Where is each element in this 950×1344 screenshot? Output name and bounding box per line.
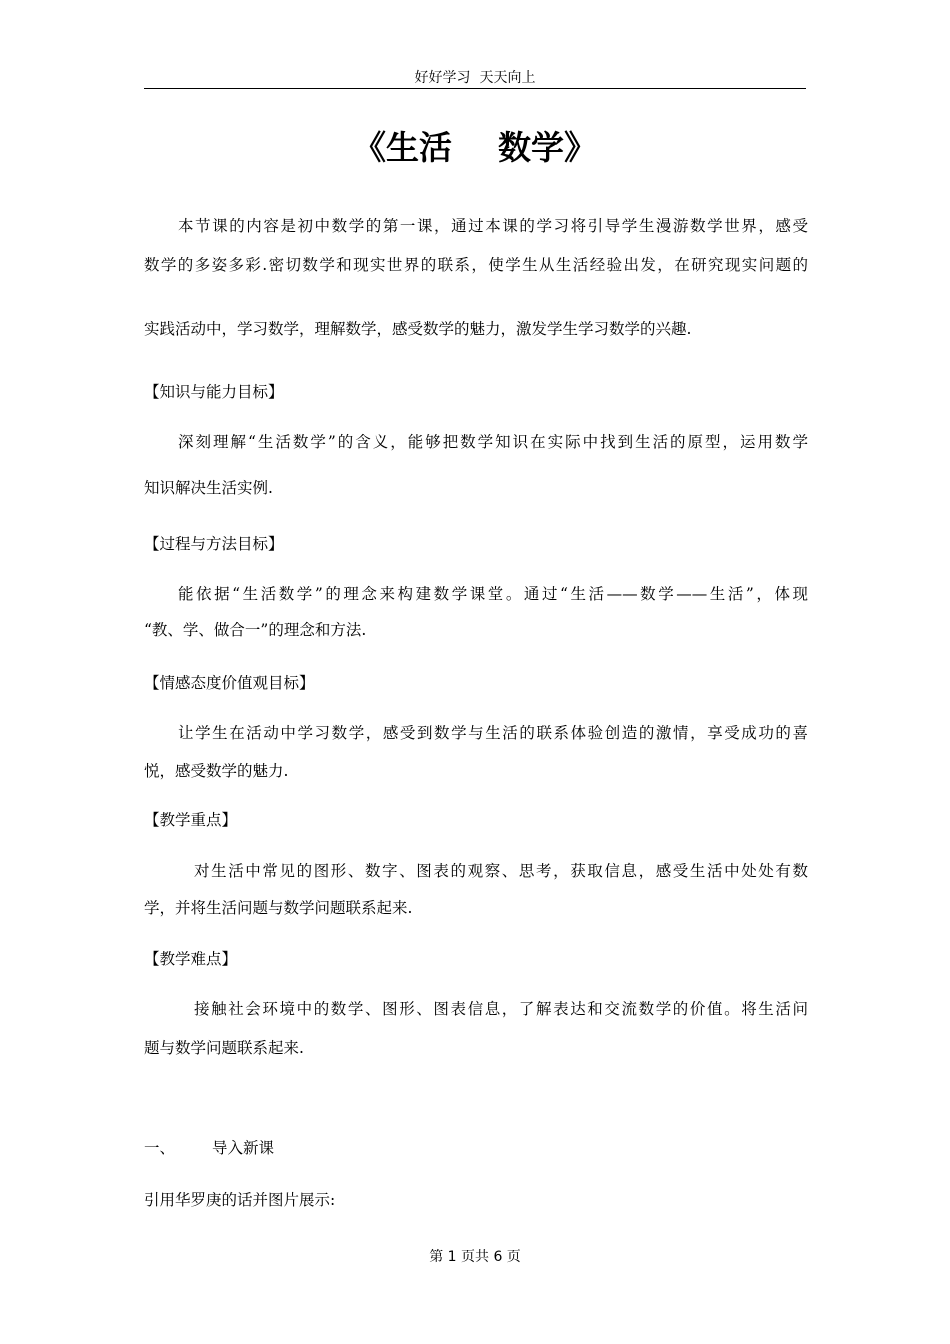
- closing-line: 引用华罗庚的话并图片展示:: [144, 1191, 336, 1209]
- section-heading-emotion: 【情感态度价值观目标】: [144, 674, 315, 692]
- document-title: 《生活 数学》: [353, 128, 597, 167]
- section-heading-difficulties: 【教学难点】: [144, 950, 238, 968]
- section-emotion-line-2: 悦，感受数学的魅力.: [144, 762, 289, 780]
- section-key-points-line-2: 学，并将生活问题与数学问题联系起来.: [144, 899, 413, 917]
- section-heading-key-points: 【教学重点】: [144, 811, 238, 829]
- section-heading-knowledge: 【知识与能力目标】: [144, 383, 284, 401]
- section-process-line-2: “教、学、做合一”的理念和方法.: [144, 621, 367, 639]
- intro-line-1: 本节课的内容是初中数学的第一课，通过本课的学习将引导学生漫游数学世界，感受: [178, 217, 808, 235]
- list-item-number: 一、: [144, 1139, 176, 1157]
- header-rule: [144, 88, 806, 89]
- section-heading-process: 【过程与方法目标】: [144, 535, 284, 553]
- section-difficulties-line-1: 接触社会环境中的数学、图形、图表信息，了解表达和交流数学的价值。将生活问: [194, 1000, 808, 1018]
- page-footer: 第 1 页共 6 页: [429, 1249, 521, 1265]
- section-emotion-line-1: 让学生在活动中学习数学，感受到数学与生活的联系体验创造的激情，享受成功的喜: [178, 724, 808, 742]
- section-knowledge-line-2: 知识解决生活实例.: [144, 479, 273, 497]
- section-process-line-1: 能依据“生活数学”的理念来构建数学课堂。通过“生活——数学——生活”，体现: [178, 585, 808, 603]
- section-difficulties-line-2: 题与数学问题联系起来.: [144, 1039, 304, 1057]
- page-header: 好好学习 天天向上: [414, 70, 536, 86]
- section-knowledge-line-1: 深刻理解“生活数学”的含义，能够把数学知识在实际中找到生活的原型，运用数学: [178, 433, 808, 451]
- intro-line-3: 实践活动中，学习数学，理解数学，感受数学的魅力，激发学生学习数学的兴趣.: [144, 320, 692, 338]
- list-item-label: 导入新课: [212, 1139, 275, 1157]
- intro-line-2: 数学的多姿多彩.密切数学和现实世界的联系，使学生从生活经验出发，在研究现实问题的: [144, 256, 808, 274]
- section-key-points-line-1: 对生活中常见的图形、数字、图表的观察、思考，获取信息，感受生活中处处有数: [194, 862, 808, 880]
